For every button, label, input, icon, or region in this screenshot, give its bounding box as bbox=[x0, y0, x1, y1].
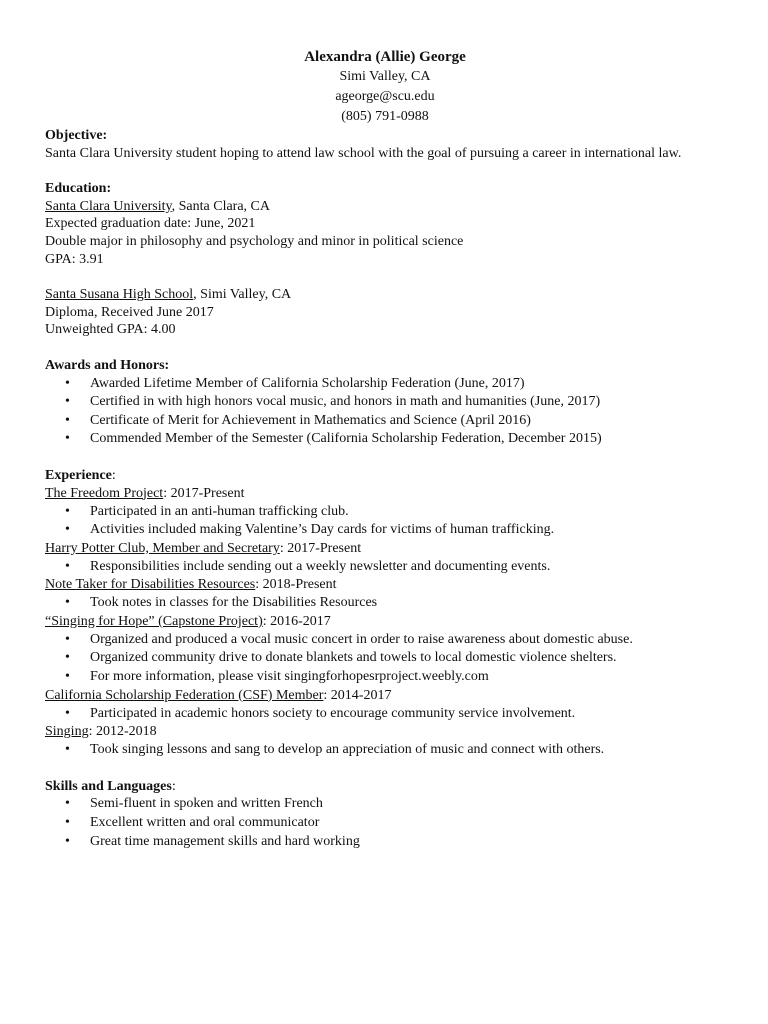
experience-role: “Singing for Hope” (Capstone Project) bbox=[45, 613, 263, 629]
bullet-icon: • bbox=[65, 558, 70, 574]
school-location: , Simi Valley, CA bbox=[193, 287, 292, 303]
experience-entry bbox=[45, 723, 745, 741]
education-detail: Unweighted GPA: 4.00 bbox=[45, 322, 176, 338]
list-item: • Organized community drive to donate blankets and towels to local domestic violence shelters. bbox=[45, 649, 745, 668]
experience-dates: : 2018-Present bbox=[255, 577, 337, 593]
list-item: • For more information, please visit singingforhopesrproject.weebly.com bbox=[45, 668, 745, 687]
experience-entry bbox=[45, 540, 745, 558]
objective-section bbox=[45, 127, 745, 162]
list-item: • Certified in with high honors vocal music, and honors in math and humanities (June, 2017) bbox=[45, 393, 745, 412]
awards-title: Awards and Honors: bbox=[45, 357, 170, 373]
list-item: • Certificate of Merit for Achievement in Mathematics and Science (April 2016) bbox=[45, 412, 745, 431]
experience-role: California Scholarship Federation (CSF) Member bbox=[45, 687, 324, 703]
list-item: • Commended Member of the Semester (California Scholarship Federation, December 2015) bbox=[45, 430, 745, 449]
bullet-icon: • bbox=[65, 669, 70, 685]
education-detail: Double major in philosophy and psychology and minor in political science bbox=[45, 233, 464, 249]
experience-dates: : 2014-2017 bbox=[323, 687, 392, 703]
list-item: • Excellent written and oral communicator bbox=[45, 814, 745, 833]
experience-section: Experience: The Freedom Project: 2017-Present • Participated in an anti-human trafficking club. • Activities included making Valentine’s Day cards for victims of human trafficking. Harry Potter Club, Member and Secretary: 2017-Present • Responsibilities include sending out a weekly newsletter and documenting events. Note Taker for Disabilities Resources: 2018-Present • Took notes in classes for the Disabilities Resources “Singing for Hope” (Capstone Project): 2016-2017 • Organized and produced a vocal music concert in order to raise awareness about domestic abuse. • Organized community drive to donate blankets and towels to local domestic violence shelters. • For more information, please visit singingforhopesrproject.weebly.com California Scholarship Federation (CSF) Member: 2014-2017 • Participated in academic honors society to encourage community service involvement. Singing: 2012-2018 • Took singing lessons and sang to develop an appreciation of music and connect with others. bbox=[45, 467, 745, 760]
list-item: • Awarded Lifetime Member of California Scholarship Federation (June, 2017) bbox=[45, 375, 745, 394]
experience-role: Harry Potter Club, Member and Secretary bbox=[45, 540, 280, 556]
bullet-icon: • bbox=[65, 796, 70, 812]
education-detail: GPA: 3.91 bbox=[45, 251, 104, 267]
bullet-icon: • bbox=[65, 431, 70, 447]
experience-bullets bbox=[45, 741, 745, 760]
experience-role: Singing bbox=[45, 724, 89, 740]
experience-entry bbox=[45, 576, 745, 594]
experience-bullets bbox=[45, 503, 745, 540]
bullet-icon: • bbox=[65, 595, 70, 611]
candidate-name: Alexandra (Allie) George bbox=[304, 49, 466, 65]
bullet-icon: • bbox=[65, 705, 70, 721]
experience-role: The Freedom Project bbox=[45, 485, 164, 501]
experience-bullets bbox=[45, 631, 745, 687]
list-item: • Responsibilities include sending out a weekly newsletter and documenting events. bbox=[45, 558, 745, 577]
bullet-icon: • bbox=[65, 375, 70, 391]
experience-bullets bbox=[45, 558, 745, 577]
bullet-icon: • bbox=[65, 650, 70, 666]
list-item: • Activities included making Valentine’s Day cards for victims of human trafficking. bbox=[45, 521, 745, 540]
experience-entry bbox=[45, 687, 745, 705]
bullet-icon: • bbox=[65, 394, 70, 410]
education-section bbox=[45, 180, 745, 339]
bullet-icon: • bbox=[65, 631, 70, 647]
experience-bullets bbox=[45, 705, 745, 724]
resume-page bbox=[45, 47, 745, 851]
list-item: • Organized and produced a vocal music concert in order to raise awareness about domestic abuse. bbox=[45, 631, 745, 650]
list-item: • Took notes in classes for the Disabilities Resources bbox=[45, 594, 745, 613]
bullet-icon: • bbox=[65, 742, 70, 758]
experience-bullets bbox=[45, 594, 745, 613]
list-item: • Semi-fluent in spoken and written French bbox=[45, 795, 745, 814]
education-detail: Expected graduation date: June, 2021 bbox=[45, 216, 256, 232]
bullet-icon: • bbox=[65, 412, 70, 428]
skills-list bbox=[45, 795, 745, 851]
experience-entry bbox=[45, 485, 745, 503]
awards-section bbox=[45, 357, 745, 449]
bullet-icon: • bbox=[65, 503, 70, 519]
candidate-email: ageorge@scu.edu bbox=[335, 89, 435, 104]
education-title: Education: bbox=[45, 181, 112, 197]
objective-text: Santa Clara University student hoping to attend law school with the goal of pursuing a career in international law. bbox=[45, 145, 682, 161]
bullet-icon: • bbox=[65, 833, 70, 849]
list-item: • Participated in academic honors society to encourage community service involvement. bbox=[45, 705, 745, 724]
education-detail: Diploma, Received June 2017 bbox=[45, 304, 214, 320]
resume-header bbox=[45, 47, 725, 127]
experience-entry bbox=[45, 613, 745, 631]
experience-dates: : 2017-Present bbox=[279, 540, 362, 556]
list-item: • Participated in an anti-human trafficking club. bbox=[45, 503, 745, 522]
experience-title: Experience bbox=[45, 467, 112, 483]
education-entry bbox=[45, 286, 745, 339]
skills-title: Skills and Languages bbox=[45, 778, 172, 794]
list-item: • Great time management skills and hard working bbox=[45, 833, 745, 852]
school-name: Santa Susana High School bbox=[45, 287, 194, 303]
experience-role: Note Taker for Disabilities Resources bbox=[45, 577, 256, 593]
skills-section: Skills and Languages: • Semi-fluent in spoken and written French • Excellent written and oral communicator • Great time management skills and hard working bbox=[45, 778, 745, 851]
school-location: , Santa Clara, CA bbox=[171, 198, 270, 214]
education-entry bbox=[45, 198, 745, 268]
experience-dates: : 2016-2017 bbox=[262, 613, 331, 629]
candidate-location: Simi Valley, CA bbox=[339, 69, 431, 84]
experience-dates: : 2012-2018 bbox=[88, 724, 157, 740]
list-item: • Took singing lessons and sang to develop an appreciation of music and connect with others. bbox=[45, 741, 745, 760]
awards-list bbox=[45, 375, 745, 449]
school-name: Santa Clara University bbox=[45, 198, 172, 214]
candidate-phone: (805) 791-0988 bbox=[341, 109, 429, 124]
experience-dates: : 2017-Present bbox=[163, 485, 245, 501]
bullet-icon: • bbox=[65, 522, 70, 538]
objective-title: Objective: bbox=[45, 128, 108, 143]
bullet-icon: • bbox=[65, 815, 70, 831]
